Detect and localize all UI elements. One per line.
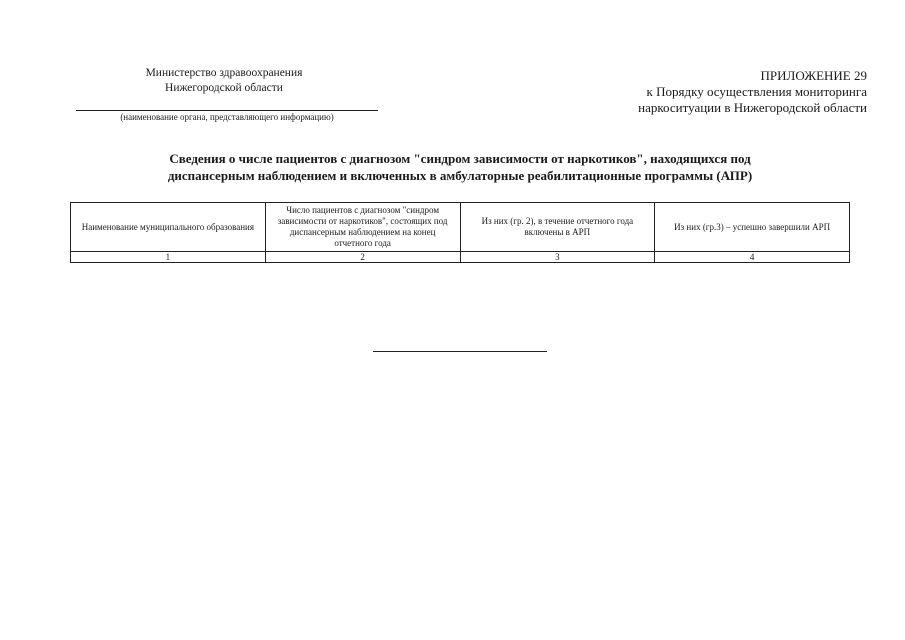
column-header-registered-patients: Число пациентов с диагнозом "синдром зависимости от наркотиков", состоящих под диспансерным наблюдением на конец отчетного года (265, 203, 460, 252)
organization-underline (76, 110, 378, 111)
column-header-included-in-program: Из них (гр. 2), в течение отчетного года включены в АРП (460, 203, 655, 252)
column-number: 1 (71, 252, 266, 263)
table-header-row (71, 203, 850, 252)
organization-name (104, 66, 344, 96)
column-number: 2 (265, 252, 460, 263)
report-table (70, 202, 850, 263)
appendix-line: наркоситуации в Нижегородской области (638, 100, 867, 115)
document-title-line: Сведения о числе пациентов с диагнозом "синдром зависимости от наркотиков", находящихся под (169, 151, 751, 166)
organization-name-line: Нижегородской области (165, 82, 283, 94)
document-title-line: диспансерным наблюдением и включенных в амбулаторные реабилитационные программы (АПР) (167, 168, 753, 183)
column-number: 3 (460, 252, 655, 263)
document-title (70, 150, 850, 184)
column-header-municipality: Наименование муниципального образования (71, 203, 266, 252)
appendix-line: к Порядку осуществления мониторинга (646, 84, 867, 99)
organization-name-line: Министерство здравоохранения (145, 67, 303, 79)
column-number-row (71, 252, 850, 263)
appendix-line: ПРИЛОЖЕНИЕ 29 (760, 68, 867, 83)
column-header-completed-program: Из них (гр.3) – успешно завершили АРП (655, 203, 850, 252)
organization-caption: (наименование органа, представляющего информацию) (120, 112, 334, 122)
column-number: 4 (655, 252, 850, 263)
appendix-header (527, 68, 867, 116)
signature-line (373, 351, 547, 352)
